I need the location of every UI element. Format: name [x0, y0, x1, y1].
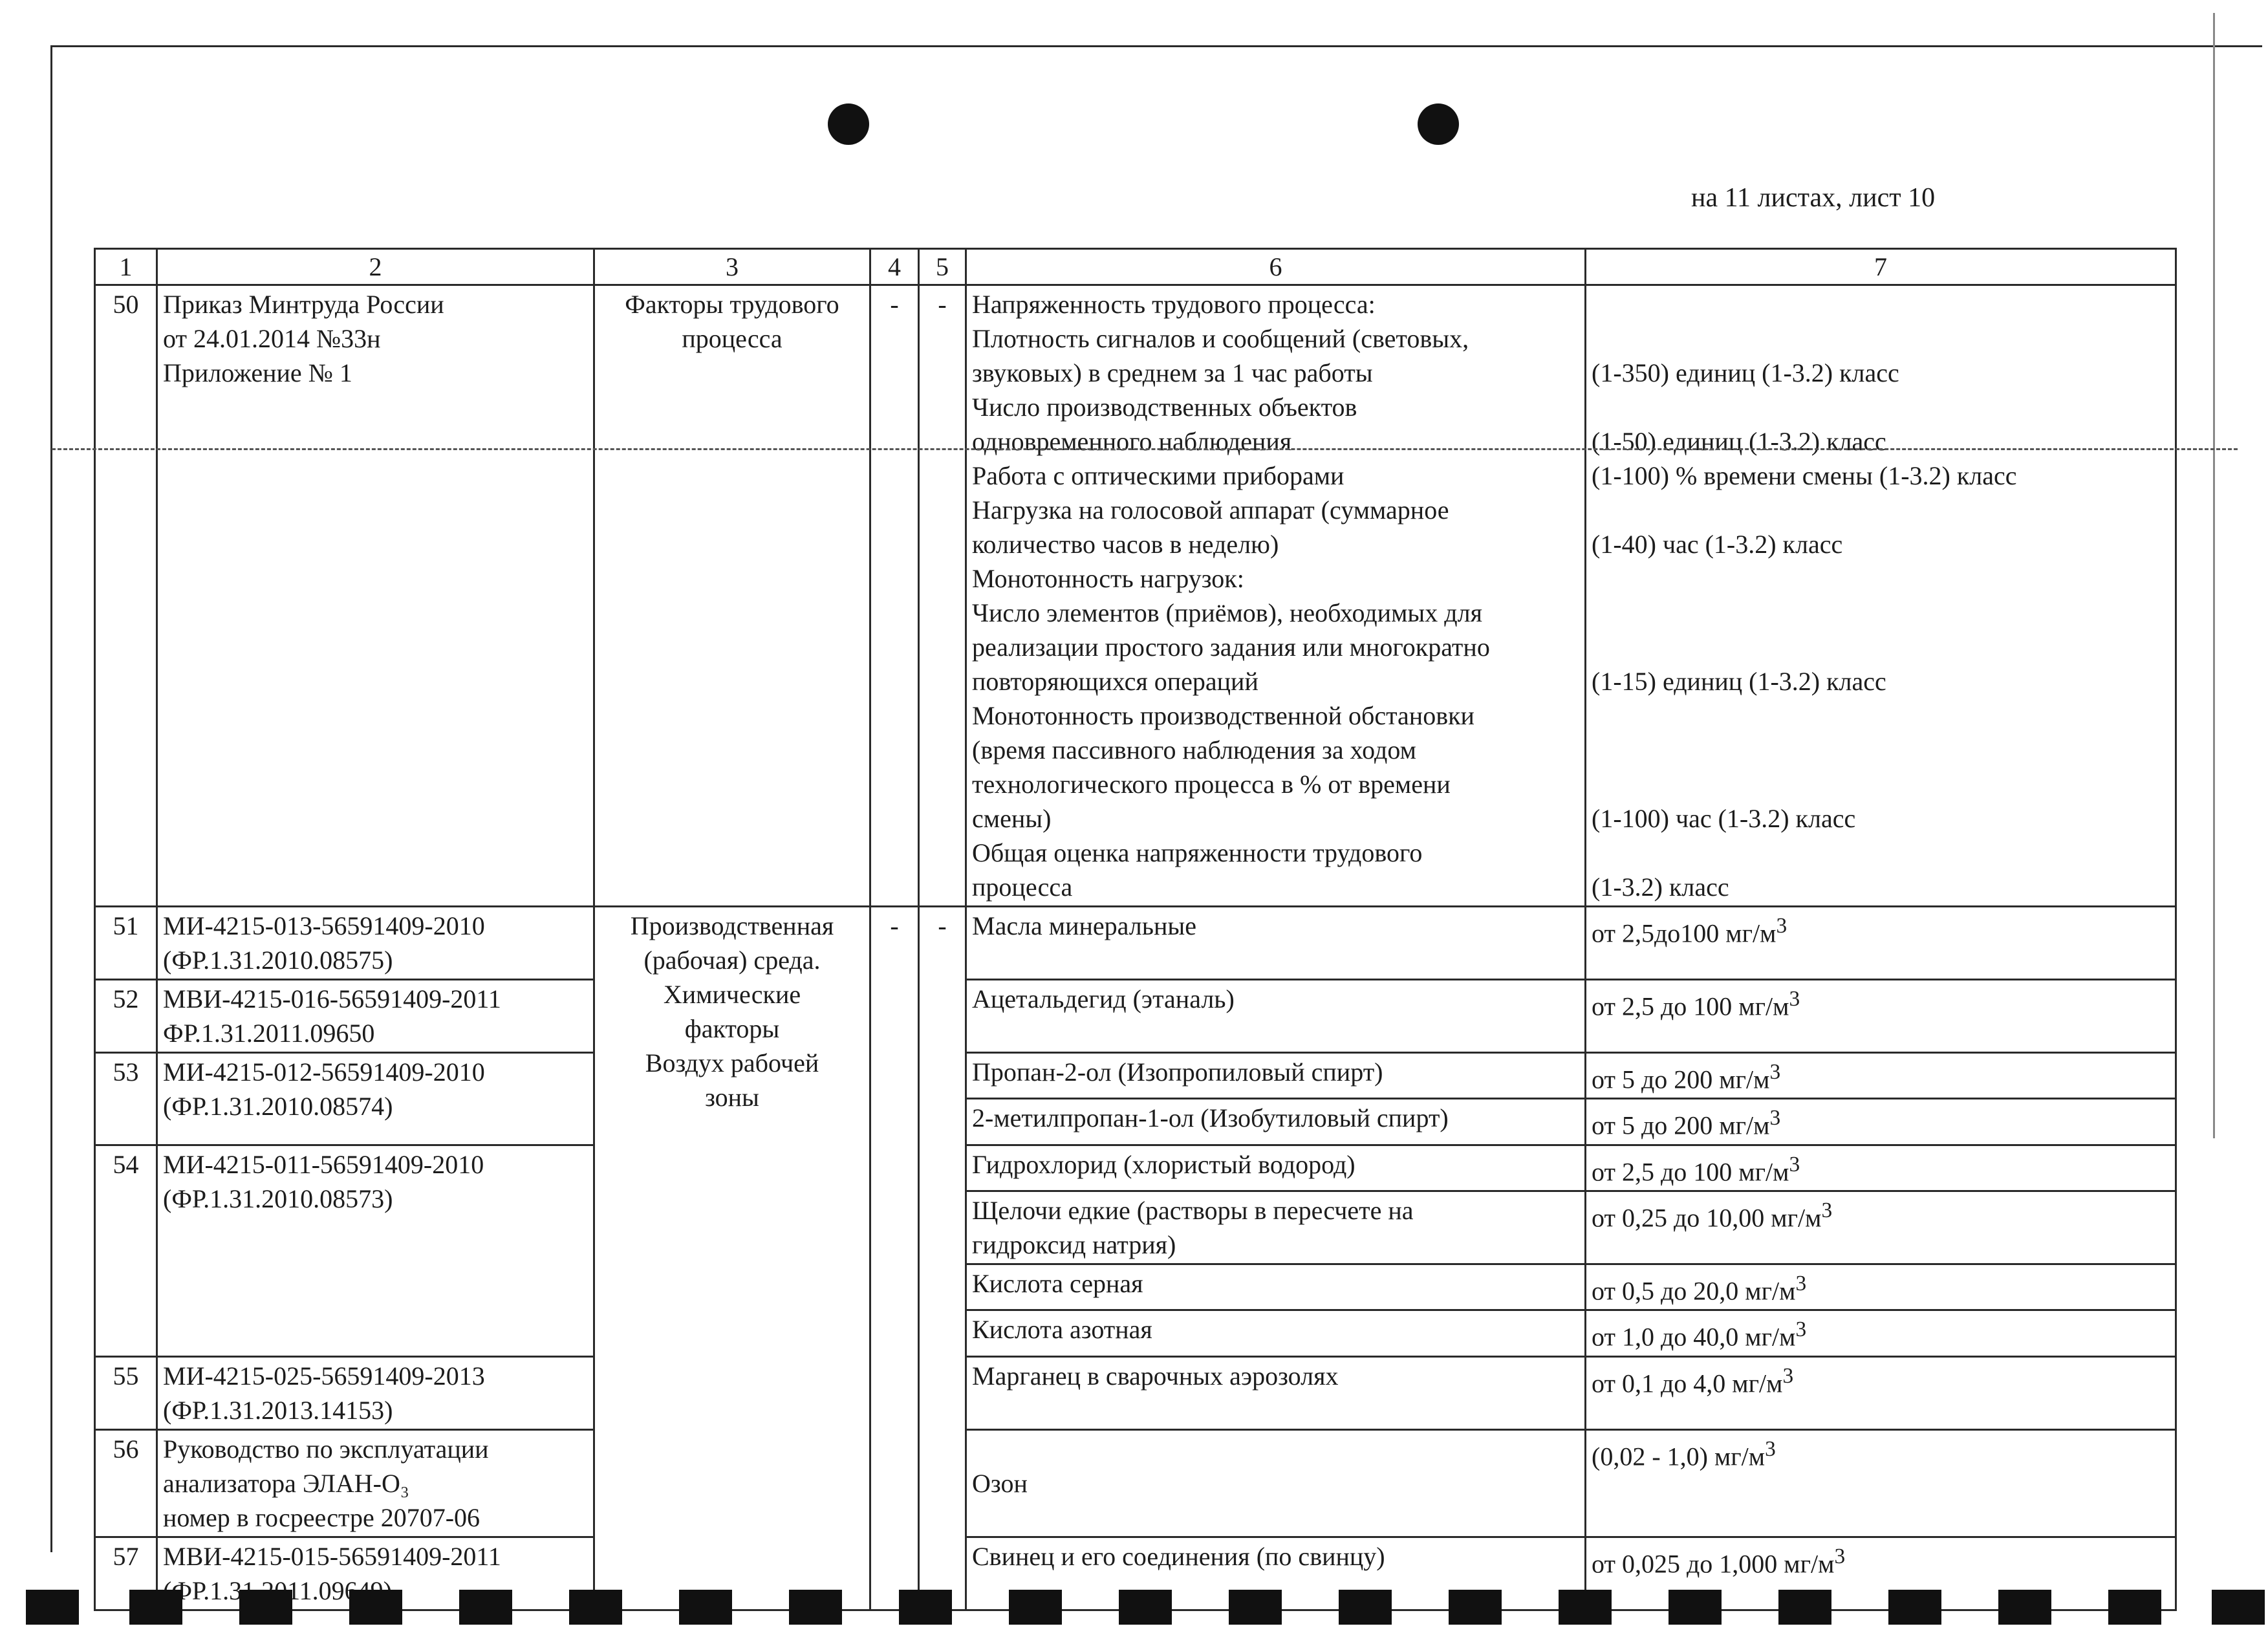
row-document: Приказ Минтруда России от 24.01.2014 №33н Приложение № 1 — [157, 285, 594, 907]
substance-range: от 0,025 до 1,000 $мг/м^3$ — [1586, 1537, 2176, 1610]
substance-range: от 1,0 до 40,0 $мг/м^3$ — [1586, 1310, 2176, 1356]
row-number: 54 — [95, 1145, 157, 1356]
binding-mark — [1998, 1590, 2051, 1625]
substance-range: от 2,5 до 100 $мг/м^3$ — [1586, 1145, 2176, 1191]
binding-mark — [899, 1590, 952, 1625]
scan-dashed-line — [52, 448, 2238, 450]
substance-name: Кислота серная — [966, 1264, 1586, 1310]
binding-mark — [569, 1590, 622, 1625]
binding-mark — [26, 1590, 79, 1625]
binding-mark — [1119, 1590, 1172, 1625]
binding-mark — [789, 1590, 842, 1625]
table-row-53 — [95, 1053, 2176, 1099]
row-col4: - — [870, 285, 919, 907]
page-frame-left — [50, 45, 52, 1552]
row-number: 57 — [95, 1537, 157, 1610]
table-row-51 — [95, 907, 2176, 980]
binding-mark — [1009, 1590, 1062, 1625]
row-document: МВИ-4215-016-56591409-2011 ФР.1.31.2011.09650 — [157, 980, 594, 1053]
punch-hole-right — [1418, 103, 1459, 145]
substance-range: от 2,5 до 100 $мг/м^3$ — [1586, 980, 2176, 1053]
table-row-56 — [95, 1429, 2176, 1537]
row-number: 51 — [95, 907, 157, 980]
page-frame-top — [50, 45, 2262, 47]
substance-range: от 0,1 до 4,0 $мг/м^3$ — [1586, 1356, 2176, 1429]
table-row-52 — [95, 980, 2176, 1053]
substance-range: от 0,5 до 20,0 $мг/м^3$ — [1586, 1264, 2176, 1310]
row-number: 50 — [95, 285, 157, 907]
header-col-5: 5 — [919, 249, 966, 285]
substance-range: от 2,5до100 $мг/м^3$ — [1586, 907, 2176, 980]
header-col-2: 2 — [157, 249, 594, 285]
substance-name: Кислота азотная — [966, 1310, 1586, 1356]
page-frame-right — [2213, 13, 2215, 1138]
row-ranges: (1-350) единиц (1-3.2) класс (1-50) единиц (1-3.2) класс (1-100) % времени смены (1-3.2) класс (1-40) час (1-3.2) класс (1-15) единиц (1-3.2) класс (1-100) час (1-3.2) класс (1-3.2) класс — [1586, 285, 2176, 907]
chem-col5: - — [919, 907, 966, 1610]
substance-name: Пропан-2-ол (Изопропиловый спирт) — [966, 1053, 1586, 1099]
punch-hole-left — [828, 103, 869, 145]
sheet-info: на 11 листах, лист 10 — [1691, 183, 1936, 213]
chem-object: Производственная (рабочая) среда. Химические факторы Воздух рабочей зоны — [594, 907, 870, 1610]
row-number: 53 — [95, 1053, 157, 1145]
table-row-50 — [95, 285, 2176, 907]
binding-mark — [1559, 1590, 1612, 1625]
row-number: 55 — [95, 1356, 157, 1429]
row-document: Руководство по эксплуатации анализатора ЭЛАН-О₃ номер в госреестре 20707-06 — [157, 1429, 594, 1537]
substance-name: Гидрохлорид (хлористый водород) — [966, 1145, 1586, 1191]
substance-name: Озон — [966, 1429, 1586, 1537]
row-number: 56 — [95, 1429, 157, 1537]
binding-mark — [239, 1590, 292, 1625]
binding-mark — [1669, 1590, 1722, 1625]
header-col-6: 6 — [966, 249, 1586, 285]
row-document: МИ-4215-013-56591409-2010 (ФР.1.31.2010.08575) — [157, 907, 594, 980]
header-row — [95, 249, 2176, 285]
substance-name: 2-метилпропан-1-ол (Изобутиловый спирт) — [966, 1099, 1586, 1145]
substance-range: от 5 до 200 $мг/м^3$ — [1586, 1099, 2176, 1145]
methods-table — [94, 248, 2177, 1611]
binding-mark — [349, 1590, 402, 1625]
row-document: МИ-4215-011-56591409-2010 (ФР.1.31.2010.08573) — [157, 1145, 594, 1356]
row-document: МИ-4215-025-56591409-2013 (ФР.1.31.2013.14153) — [157, 1356, 594, 1429]
binding-mark — [1339, 1590, 1392, 1625]
substance-name: Щелочи едкие (растворы в пересчете на гидроксид натрия) — [966, 1191, 1586, 1264]
binding-mark — [129, 1590, 182, 1625]
table-row-54 — [95, 1145, 2176, 1191]
binding-mark — [1229, 1590, 1282, 1625]
substance-range: от 0,25 до 10,00 $мг/м^3$ — [1586, 1191, 2176, 1264]
row-col5: - — [919, 285, 966, 907]
substance-range: от 5 до 200 $мг/м^3$ — [1586, 1053, 2176, 1099]
row-document: МВИ-4215-015-56591409-2011 — [157, 1537, 594, 1610]
header-col-3: 3 — [594, 249, 870, 285]
binding-mark — [1888, 1590, 1941, 1625]
substance-name: Марганец в сварочных аэрозолях — [966, 1356, 1586, 1429]
binding-mark — [679, 1590, 732, 1625]
substance-name: Ацетальдегид (этаналь) — [966, 980, 1586, 1053]
row-object: Факторы трудового процесса — [594, 285, 870, 907]
header-col-7: 7 — [1586, 249, 2176, 285]
row-document: МИ-4215-012-56591409-2010 (ФР.1.31.2010.08574) — [157, 1053, 594, 1145]
binding-mark — [2212, 1590, 2265, 1625]
substance-name: Свинец и его соединения (по свинцу) — [966, 1537, 1586, 1610]
header-col-1: 1 — [95, 249, 157, 285]
binding-mark — [459, 1590, 512, 1625]
binding-mark — [1778, 1590, 1831, 1625]
substance-range: (0,02 - 1,0) $мг/м^3$ — [1586, 1429, 2176, 1537]
header-col-4: 4 — [870, 249, 919, 285]
substance-name: Масла минеральные — [966, 907, 1586, 980]
table-row-55 — [95, 1356, 2176, 1429]
row-number: 52 — [95, 980, 157, 1053]
binding-mark — [2108, 1590, 2161, 1625]
row-parameters: Напряженность трудового процесса: Плотность сигналов и сообщений (световых, звуковых) в среднем за 1 час работы Число производственных объектов одновременного наблюдения Работа с оптическими приборами Нагрузка на голосовой аппарат (суммарное количество часов в неделю) Монотонность нагрузок: Число элементов (приёмов), необходимых для реализации простого задания или многократно повторяющихся операций Монотонность производственной обстановки (время пассивного наблюдения за ходом технологического процесса в % от времени смены) Общая оценка напряженности трудового процесса — [966, 285, 1586, 907]
binding-mark — [1449, 1590, 1502, 1625]
chem-col4: - — [870, 907, 919, 1610]
